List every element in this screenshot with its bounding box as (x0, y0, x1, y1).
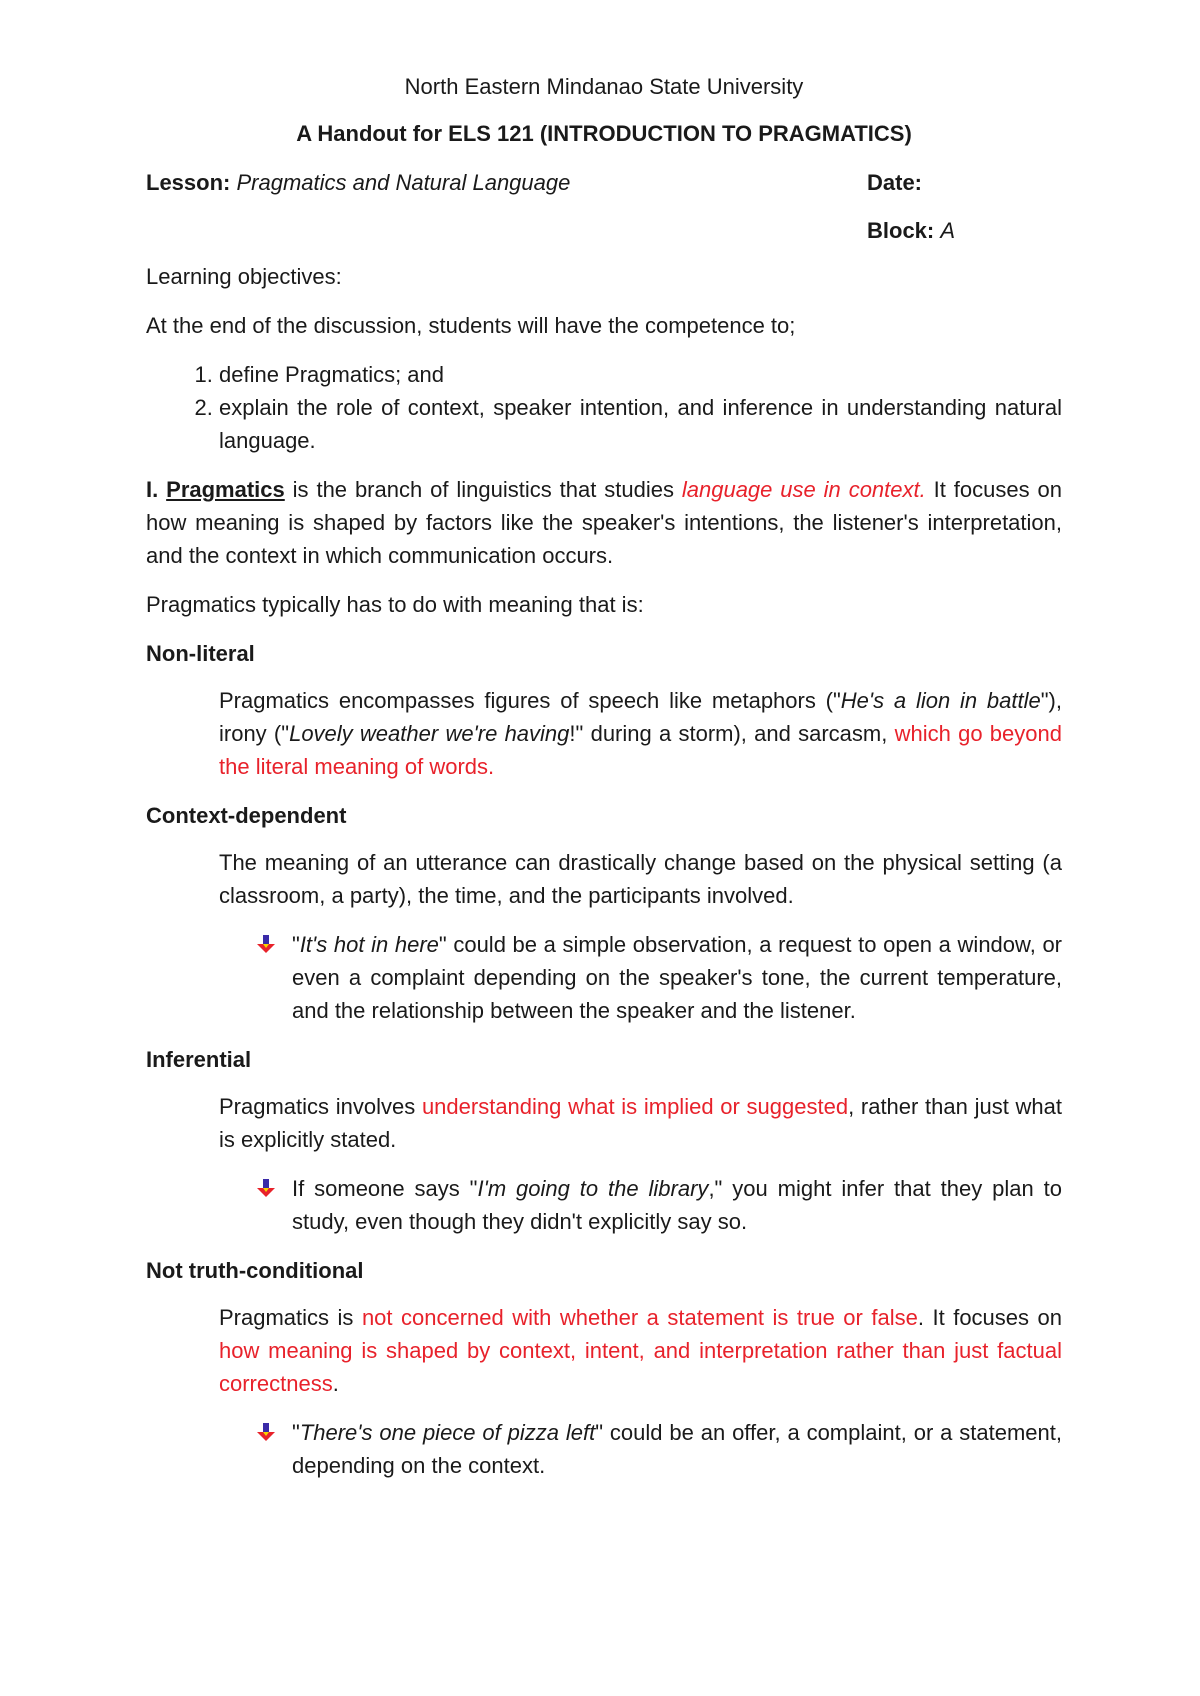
example-italic: It's hot in here (299, 932, 439, 957)
block-value: A (940, 218, 956, 243)
text-run: " (292, 1420, 300, 1445)
context-text: The meaning of an utterance can drastically change based on the physical setting (a classroom, a party), the time, and the participants involved. (219, 850, 1062, 908)
date-label: Date: (867, 170, 923, 195)
handout-title: A Handout for ELS 121 (INTRODUCTION TO PRAGMATICS) (296, 121, 912, 146)
non-literal-text (219, 684, 1062, 783)
text-run: . It focuses on (917, 1305, 1062, 1330)
bullet-item (292, 1172, 1062, 1238)
objectives-intro: At the end of the discussion, students will have the competence to; (146, 313, 796, 338)
text-run: , rather than just what is explicitly stated. (219, 1094, 1062, 1152)
typically-text: Pragmatics typically has to do with meaning that is: (146, 592, 644, 617)
objective-item: 1. define Pragmatics; and (219, 358, 1062, 391)
down-arrow-bullet-icon (256, 934, 276, 954)
inferential-text (219, 1090, 1062, 1156)
definition-highlight: language use in context. (681, 477, 926, 502)
text-run: " could be an offer, a complaint, or a statement, depending on the context. (292, 1420, 1062, 1478)
text-run: . (332, 1371, 339, 1396)
date-field (867, 166, 922, 199)
text-run: "), irony (" (219, 688, 1062, 746)
highlight-red: not concerned with whether a statement is true or false (361, 1305, 918, 1330)
heading-not-truth-conditional: Not truth-conditional (146, 1258, 364, 1283)
down-arrow-bullet-icon (256, 1422, 276, 1442)
heading-inferential: Inferential (146, 1047, 252, 1072)
block-label: Block: (867, 218, 935, 243)
block-row (146, 214, 1062, 248)
heading-context-dependent: Context-dependent (146, 803, 347, 828)
text-run: Pragmatics involves (219, 1094, 422, 1119)
lesson-value: Pragmatics and Natural Language (236, 170, 571, 195)
section-numeral: I. (146, 477, 159, 502)
truth-text (219, 1301, 1062, 1400)
lesson-row (146, 166, 1062, 200)
example-italic: Lovely weather we're having (289, 721, 570, 746)
highlight-red: how meaning is shaped by context, intent, and interpretation rather than just factual correctness (219, 1338, 1062, 1396)
text-run: ," you might infer that they plan to study, even though they didn't explicitly say so. (292, 1176, 1063, 1234)
down-arrow-bullet-icon (256, 1178, 276, 1198)
lesson-label: Lesson: (146, 170, 231, 195)
example-italic: I'm going to the library (477, 1176, 709, 1201)
text-run: Pragmatics is (219, 1305, 362, 1330)
lesson-field (146, 166, 570, 199)
example-italic: There's one piece of pizza left (299, 1420, 596, 1445)
bullet-item (292, 1416, 1062, 1482)
text-run: " (292, 932, 300, 957)
bullet-item (292, 928, 1062, 1027)
text-run: !" during a storm), and sarcasm, (569, 721, 895, 746)
pragmatics-definition (146, 473, 1062, 572)
document-body (146, 70, 1062, 1498)
highlight-red: understanding what is implied or suggested (421, 1094, 849, 1119)
objective-item: 2. explain the role of context, speaker intention, and inference in understanding natural language. (219, 391, 1062, 457)
text-run: " could be a simple observation, a request to open a window, or even a complaint depending on the speaker's tone, the current temperature, and the relationship between the speaker and the listener. (292, 932, 1063, 1023)
text-run: If someone says " (292, 1176, 478, 1201)
example-italic: He's a lion in battle (840, 688, 1041, 713)
definition-text: is the branch of linguistics that studies (284, 477, 682, 502)
objectives-heading: Learning objectives: (146, 264, 342, 289)
text-run: Pragmatics encompasses figures of speech like metaphors (" (219, 688, 841, 713)
block-field (867, 214, 955, 247)
highlight-red: which go beyond the literal meaning of words. (219, 721, 1062, 779)
university-name: North Eastern Mindanao State University (404, 74, 804, 99)
heading-non-literal: Non-literal (146, 641, 255, 666)
pragmatics-term: Pragmatics (166, 477, 285, 502)
objectives-list (146, 358, 1062, 457)
definition-text: It focuses on how meaning is shaped by factors like the speaker's intentions, the listener's interpretation, and the context in which communication occurs. (146, 477, 1062, 568)
